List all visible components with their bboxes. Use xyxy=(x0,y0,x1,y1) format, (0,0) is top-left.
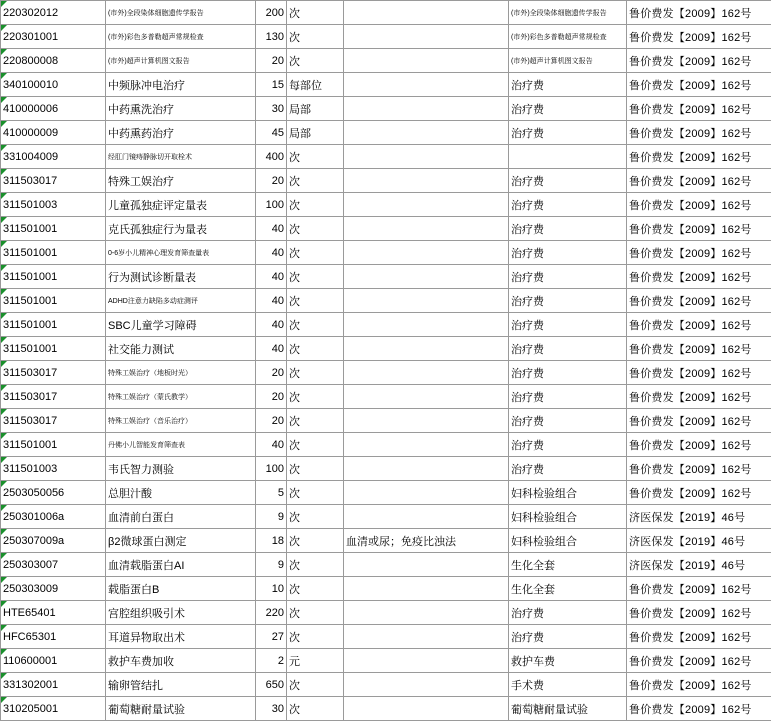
category-cell[interactable]: 治疗费 xyxy=(509,193,627,217)
category-cell[interactable]: 治疗费 xyxy=(509,313,627,337)
document-cell[interactable]: 鲁价费发【2009】162号 xyxy=(627,481,771,505)
document-cell[interactable]: 鲁价费发【2009】162号 xyxy=(627,601,771,625)
price-cell[interactable]: 30 xyxy=(256,97,287,121)
table-row[interactable] xyxy=(1,169,771,193)
unit-cell[interactable]: 次 xyxy=(287,169,344,193)
document-cell[interactable]: 鲁价费发【2009】162号 xyxy=(627,649,771,673)
item-name-cell[interactable]: 儿童孤独症评定量表 xyxy=(106,193,256,217)
document-cell[interactable]: 鲁价费发【2009】162号 xyxy=(627,457,771,481)
document-cell[interactable]: 鲁价费发【2009】162号 xyxy=(627,361,771,385)
category-cell[interactable]: 治疗费 xyxy=(509,361,627,385)
price-cell[interactable]: 400 xyxy=(256,145,287,169)
category-cell[interactable]: 生化全套 xyxy=(509,553,627,577)
document-cell[interactable]: 鲁价费发【2009】162号 xyxy=(627,433,771,457)
code-cell[interactable]: 410000009 xyxy=(1,121,106,145)
table-row[interactable] xyxy=(1,337,771,361)
item-name-cell[interactable]: 特殊工娱治疗 xyxy=(106,169,256,193)
code-cell[interactable]: 311503017 xyxy=(1,409,106,433)
sheet-body xyxy=(1,1,771,721)
code-cell[interactable]: 110600001 xyxy=(1,649,106,673)
table-row[interactable] xyxy=(1,145,771,169)
category-cell[interactable]: 治疗费 xyxy=(509,121,627,145)
table-row[interactable] xyxy=(1,265,771,289)
unit-cell[interactable]: 次 xyxy=(287,49,344,73)
table-row[interactable] xyxy=(1,457,771,481)
item-name-cell[interactable]: 中频脉冲电治疗 xyxy=(106,73,256,97)
price-cell[interactable]: 9 xyxy=(256,505,287,529)
category-cell[interactable]: 治疗费 xyxy=(509,601,627,625)
price-cell[interactable]: 27 xyxy=(256,625,287,649)
unit-cell[interactable]: 局部 xyxy=(287,121,344,145)
category-cell[interactable]: 治疗费 xyxy=(509,433,627,457)
note-cell[interactable] xyxy=(344,601,509,625)
category-cell[interactable]: (市外)超声计算机图文报告 xyxy=(509,49,627,73)
note-cell[interactable] xyxy=(344,49,509,73)
code-cell[interactable]: 311501003 xyxy=(1,193,106,217)
document-cell[interactable]: 鲁价费发【2009】162号 xyxy=(627,97,771,121)
item-name-cell[interactable]: 宫腔组织吸引术 xyxy=(106,601,256,625)
table-row[interactable] xyxy=(1,433,771,457)
item-name-cell[interactable]: 0-6岁小儿精神心理发育筛查量表 xyxy=(106,241,256,265)
category-cell[interactable]: 救护车费 xyxy=(509,649,627,673)
note-cell[interactable] xyxy=(344,649,509,673)
item-name-cell[interactable]: 特殊工娱治疗（蒙氏教学） xyxy=(106,385,256,409)
unit-cell[interactable]: 次 xyxy=(287,409,344,433)
table-row[interactable] xyxy=(1,121,771,145)
code-cell[interactable]: 311501001 xyxy=(1,217,106,241)
unit-cell[interactable]: 次 xyxy=(287,313,344,337)
unit-cell[interactable]: 次 xyxy=(287,25,344,49)
code-cell[interactable]: 340100010 xyxy=(1,73,106,97)
note-cell[interactable] xyxy=(344,385,509,409)
table-row[interactable] xyxy=(1,529,771,553)
code-cell[interactable]: 311501001 xyxy=(1,433,106,457)
code-cell[interactable]: 331004009 xyxy=(1,145,106,169)
document-cell[interactable]: 鲁价费发【2009】162号 xyxy=(627,625,771,649)
document-cell[interactable]: 鲁价费发【2009】162号 xyxy=(627,169,771,193)
price-cell[interactable]: 220 xyxy=(256,601,287,625)
unit-cell[interactable]: 次 xyxy=(287,145,344,169)
unit-cell[interactable]: 次 xyxy=(287,241,344,265)
item-name-cell[interactable]: 社交能力测试 xyxy=(106,337,256,361)
category-cell[interactable]: 生化全套 xyxy=(509,577,627,601)
category-cell[interactable]: 葡萄糖耐量试验 xyxy=(509,697,627,721)
price-cell[interactable]: 45 xyxy=(256,121,287,145)
price-cell[interactable]: 130 xyxy=(256,25,287,49)
unit-cell[interactable]: 次 xyxy=(287,337,344,361)
price-cell[interactable]: 9 xyxy=(256,553,287,577)
document-cell[interactable]: 鲁价费发【2009】162号 xyxy=(627,121,771,145)
category-cell[interactable]: 治疗费 xyxy=(509,409,627,433)
table-row[interactable] xyxy=(1,193,771,217)
unit-cell[interactable]: 次 xyxy=(287,505,344,529)
item-name-cell[interactable]: 中药熏洗治疗 xyxy=(106,97,256,121)
unit-cell[interactable]: 次 xyxy=(287,673,344,697)
code-cell[interactable]: 311501001 xyxy=(1,289,106,313)
code-cell[interactable]: HTE65401 xyxy=(1,601,106,625)
category-cell[interactable]: (市外)全段染体细胞遗传学报告 xyxy=(509,1,627,25)
category-cell[interactable]: 治疗费 xyxy=(509,457,627,481)
item-name-cell[interactable]: 行为测试诊断量表 xyxy=(106,265,256,289)
category-cell[interactable]: 治疗费 xyxy=(509,241,627,265)
table-row[interactable] xyxy=(1,361,771,385)
code-cell[interactable]: 250303009 xyxy=(1,577,106,601)
note-cell[interactable] xyxy=(344,697,509,721)
document-cell[interactable]: 鲁价费发【2009】162号 xyxy=(627,193,771,217)
document-cell[interactable]: 鲁价费发【2009】162号 xyxy=(627,289,771,313)
item-name-cell[interactable]: 载脂蛋白B xyxy=(106,577,256,601)
code-cell[interactable]: 311501001 xyxy=(1,337,106,361)
note-cell[interactable] xyxy=(344,289,509,313)
document-cell[interactable]: 鲁价费发【2009】162号 xyxy=(627,673,771,697)
document-cell[interactable]: 鲁价费发【2009】162号 xyxy=(627,697,771,721)
price-cell[interactable]: 30 xyxy=(256,697,287,721)
table-row[interactable] xyxy=(1,625,771,649)
document-cell[interactable]: 鲁价费发【2009】162号 xyxy=(627,217,771,241)
document-cell[interactable]: 鲁价费发【2009】162号 xyxy=(627,1,771,25)
code-cell[interactable]: 250303007 xyxy=(1,553,106,577)
price-cell[interactable]: 20 xyxy=(256,361,287,385)
item-name-cell[interactable]: 葡萄糖耐量试验 xyxy=(106,697,256,721)
item-name-cell[interactable]: ADHD注意力缺陷多动症测评 xyxy=(106,289,256,313)
category-cell[interactable]: 治疗费 xyxy=(509,97,627,121)
code-cell[interactable]: 250301006a xyxy=(1,505,106,529)
unit-cell[interactable]: 每部位 xyxy=(287,73,344,97)
document-cell[interactable]: 鲁价费发【2009】162号 xyxy=(627,313,771,337)
code-cell[interactable]: 311501001 xyxy=(1,313,106,337)
note-cell[interactable] xyxy=(344,673,509,697)
code-cell[interactable]: 410000006 xyxy=(1,97,106,121)
price-cell[interactable]: 5 xyxy=(256,481,287,505)
code-cell[interactable]: 310205001 xyxy=(1,697,106,721)
document-cell[interactable]: 济医保发【2019】46号 xyxy=(627,505,771,529)
price-cell[interactable]: 40 xyxy=(256,433,287,457)
document-cell[interactable]: 鲁价费发【2009】162号 xyxy=(627,577,771,601)
category-cell[interactable]: 治疗费 xyxy=(509,217,627,241)
item-name-cell[interactable]: 经肛门镜痔静脉切开取栓术 xyxy=(106,145,256,169)
item-name-cell[interactable]: 克氏孤独症行为量表 xyxy=(106,217,256,241)
unit-cell[interactable]: 次 xyxy=(287,1,344,25)
unit-cell[interactable]: 次 xyxy=(287,193,344,217)
unit-cell[interactable]: 次 xyxy=(287,289,344,313)
note-cell[interactable] xyxy=(344,457,509,481)
table-row[interactable] xyxy=(1,505,771,529)
note-cell[interactable] xyxy=(344,505,509,529)
table-row[interactable] xyxy=(1,481,771,505)
table-row[interactable] xyxy=(1,385,771,409)
item-name-cell[interactable]: (市外)超声计算机图文报告 xyxy=(106,49,256,73)
table-row[interactable] xyxy=(1,313,771,337)
table-row[interactable] xyxy=(1,217,771,241)
unit-cell[interactable]: 次 xyxy=(287,361,344,385)
table-row[interactable] xyxy=(1,553,771,577)
category-cell[interactable]: 治疗费 xyxy=(509,337,627,361)
unit-cell[interactable]: 元 xyxy=(287,649,344,673)
category-cell[interactable]: 妇科检验组合 xyxy=(509,529,627,553)
category-cell[interactable]: 治疗费 xyxy=(509,289,627,313)
price-cell[interactable]: 100 xyxy=(256,193,287,217)
price-cell[interactable]: 20 xyxy=(256,409,287,433)
note-cell[interactable] xyxy=(344,217,509,241)
code-cell[interactable]: 311501003 xyxy=(1,457,106,481)
code-cell[interactable]: 311501001 xyxy=(1,241,106,265)
code-cell[interactable]: 250307009a xyxy=(1,529,106,553)
document-cell[interactable]: 鲁价费发【2009】162号 xyxy=(627,49,771,73)
code-cell[interactable]: 220301001 xyxy=(1,25,106,49)
price-cell[interactable]: 10 xyxy=(256,577,287,601)
price-cell[interactable]: 650 xyxy=(256,673,287,697)
document-cell[interactable]: 鲁价费发【2009】162号 xyxy=(627,337,771,361)
table-row[interactable] xyxy=(1,97,771,121)
note-cell[interactable] xyxy=(344,313,509,337)
price-cell[interactable]: 15 xyxy=(256,73,287,97)
item-name-cell[interactable]: 耳道异物取出术 xyxy=(106,625,256,649)
item-name-cell[interactable]: 血清载脂蛋白AI xyxy=(106,553,256,577)
note-cell[interactable] xyxy=(344,433,509,457)
category-cell[interactable]: 治疗费 xyxy=(509,385,627,409)
item-name-cell[interactable]: 输卵管结扎 xyxy=(106,673,256,697)
category-cell[interactable]: 治疗费 xyxy=(509,73,627,97)
unit-cell[interactable]: 次 xyxy=(287,553,344,577)
note-cell[interactable] xyxy=(344,337,509,361)
price-cell[interactable]: 2 xyxy=(256,649,287,673)
unit-cell[interactable]: 次 xyxy=(287,625,344,649)
category-cell[interactable]: (市外)彩色多普勒超声常规检查 xyxy=(509,25,627,49)
code-cell[interactable]: HFC65301 xyxy=(1,625,106,649)
document-cell[interactable]: 鲁价费发【2009】162号 xyxy=(627,25,771,49)
table-row[interactable] xyxy=(1,577,771,601)
document-cell[interactable]: 济医保发【2019】46号 xyxy=(627,553,771,577)
note-cell[interactable] xyxy=(344,265,509,289)
table-row[interactable] xyxy=(1,25,771,49)
note-cell[interactable] xyxy=(344,193,509,217)
document-cell[interactable]: 济医保发【2019】46号 xyxy=(627,529,771,553)
note-cell[interactable] xyxy=(344,577,509,601)
price-cell[interactable]: 40 xyxy=(256,265,287,289)
category-cell[interactable]: 妇科检验组合 xyxy=(509,505,627,529)
code-cell[interactable]: 331302001 xyxy=(1,673,106,697)
code-cell[interactable]: 311501001 xyxy=(1,265,106,289)
table-row[interactable] xyxy=(1,73,771,97)
price-cell[interactable]: 40 xyxy=(256,289,287,313)
category-cell[interactable]: 妇科检验组合 xyxy=(509,481,627,505)
note-cell[interactable] xyxy=(344,73,509,97)
unit-cell[interactable]: 次 xyxy=(287,577,344,601)
price-cell[interactable]: 40 xyxy=(256,241,287,265)
item-name-cell[interactable]: (市外)全段染体细胞遗传学报告 xyxy=(106,1,256,25)
unit-cell[interactable]: 次 xyxy=(287,529,344,553)
price-cell[interactable]: 40 xyxy=(256,337,287,361)
table-row[interactable] xyxy=(1,289,771,313)
table-row[interactable] xyxy=(1,409,771,433)
unit-cell[interactable]: 次 xyxy=(287,385,344,409)
price-cell[interactable]: 200 xyxy=(256,1,287,25)
document-cell[interactable]: 鲁价费发【2009】162号 xyxy=(627,385,771,409)
note-cell[interactable] xyxy=(344,121,509,145)
unit-cell[interactable]: 次 xyxy=(287,457,344,481)
note-cell[interactable] xyxy=(344,145,509,169)
table-row[interactable] xyxy=(1,1,771,25)
unit-cell[interactable]: 次 xyxy=(287,433,344,457)
unit-cell[interactable]: 次 xyxy=(287,481,344,505)
table-row[interactable] xyxy=(1,601,771,625)
table-row[interactable] xyxy=(1,697,771,721)
code-cell[interactable]: 311503017 xyxy=(1,385,106,409)
note-cell[interactable] xyxy=(344,1,509,25)
item-name-cell[interactable]: 丹佛小儿智能发育筛查表 xyxy=(106,433,256,457)
code-cell[interactable]: 2503050056 xyxy=(1,481,106,505)
document-cell[interactable]: 鲁价费发【2009】162号 xyxy=(627,73,771,97)
item-name-cell[interactable]: 血清前白蛋白 xyxy=(106,505,256,529)
item-name-cell[interactable]: 特殊工娱治疗（地板时光） xyxy=(106,361,256,385)
note-cell[interactable] xyxy=(344,25,509,49)
item-name-cell[interactable]: (市外)彩色多普勒超声常规检查 xyxy=(106,25,256,49)
unit-cell[interactable]: 局部 xyxy=(287,97,344,121)
price-cell[interactable]: 40 xyxy=(256,313,287,337)
note-cell[interactable] xyxy=(344,169,509,193)
table-row[interactable] xyxy=(1,49,771,73)
item-name-cell[interactable]: 救护车费加收 xyxy=(106,649,256,673)
note-cell[interactable]: 血清或尿；免疫比浊法 xyxy=(344,529,509,553)
note-cell[interactable] xyxy=(344,409,509,433)
table-row[interactable] xyxy=(1,649,771,673)
item-name-cell[interactable]: SBC儿童学习障碍 xyxy=(106,313,256,337)
document-cell[interactable]: 鲁价费发【2009】162号 xyxy=(627,265,771,289)
price-cell[interactable]: 20 xyxy=(256,49,287,73)
item-name-cell[interactable]: 总胆汁酸 xyxy=(106,481,256,505)
code-cell[interactable]: 311503017 xyxy=(1,361,106,385)
unit-cell[interactable]: 次 xyxy=(287,265,344,289)
category-cell[interactable]: 治疗费 xyxy=(509,625,627,649)
code-cell[interactable]: 220302012 xyxy=(1,1,106,25)
item-name-cell[interactable]: 中药熏药治疗 xyxy=(106,121,256,145)
unit-cell[interactable]: 次 xyxy=(287,697,344,721)
category-cell[interactable]: 手术费 xyxy=(509,673,627,697)
note-cell[interactable] xyxy=(344,241,509,265)
price-cell[interactable]: 18 xyxy=(256,529,287,553)
category-cell[interactable] xyxy=(509,145,627,169)
note-cell[interactable] xyxy=(344,361,509,385)
document-cell[interactable]: 鲁价费发【2009】162号 xyxy=(627,145,771,169)
note-cell[interactable] xyxy=(344,481,509,505)
code-cell[interactable]: 311503017 xyxy=(1,169,106,193)
price-cell[interactable]: 20 xyxy=(256,169,287,193)
document-cell[interactable]: 鲁价费发【2009】162号 xyxy=(627,241,771,265)
price-cell[interactable]: 20 xyxy=(256,385,287,409)
price-cell[interactable]: 100 xyxy=(256,457,287,481)
category-cell[interactable]: 治疗费 xyxy=(509,265,627,289)
note-cell[interactable] xyxy=(344,97,509,121)
category-cell[interactable]: 治疗费 xyxy=(509,169,627,193)
table-row[interactable] xyxy=(1,673,771,697)
note-cell[interactable] xyxy=(344,625,509,649)
item-name-cell[interactable]: β2微球蛋白测定 xyxy=(106,529,256,553)
document-cell[interactable]: 鲁价费发【2009】162号 xyxy=(627,409,771,433)
price-cell[interactable]: 40 xyxy=(256,217,287,241)
note-cell[interactable] xyxy=(344,553,509,577)
item-name-cell[interactable]: 特殊工娱治疗（音乐治疗） xyxy=(106,409,256,433)
table-row[interactable] xyxy=(1,241,771,265)
unit-cell[interactable]: 次 xyxy=(287,601,344,625)
code-cell[interactable]: 220800008 xyxy=(1,49,106,73)
unit-cell[interactable]: 次 xyxy=(287,217,344,241)
item-name-cell[interactable]: 韦氏智力测验 xyxy=(106,457,256,481)
